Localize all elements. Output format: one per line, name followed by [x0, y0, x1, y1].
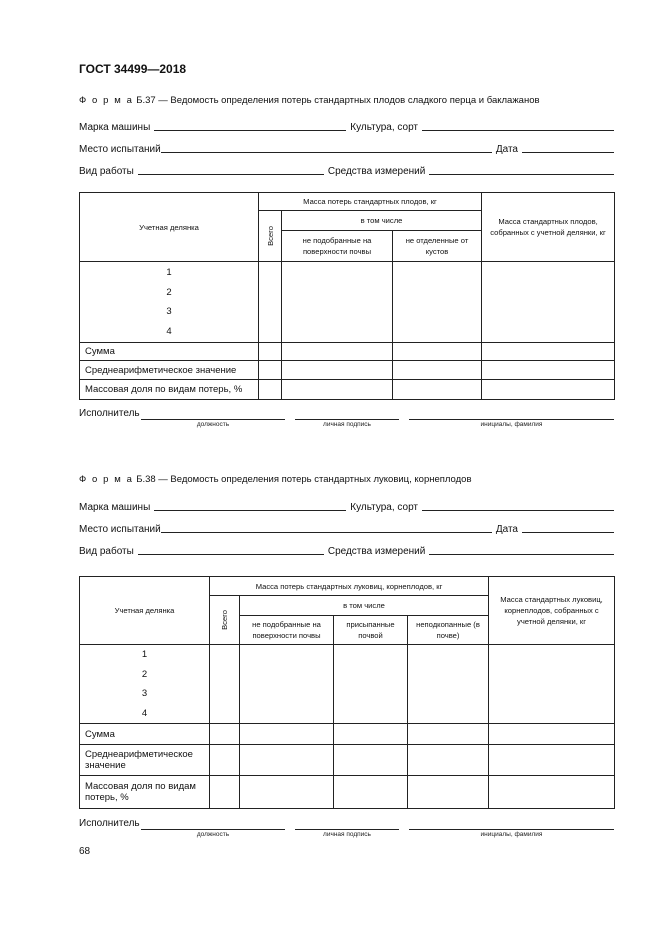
- table-cell[interactable]: [210, 724, 240, 745]
- mass-header: Масса стандартных плодов, собранных с учетной делянки, кг: [482, 193, 615, 262]
- form-38-signature: [79, 818, 614, 840]
- work-field[interactable]: [138, 165, 324, 175]
- date-label: Дата: [495, 144, 518, 155]
- position-caption: должность: [196, 421, 230, 428]
- table-cell[interactable]: [334, 645, 408, 724]
- table-cell[interactable]: [489, 724, 615, 745]
- machine-field[interactable]: [154, 121, 346, 131]
- table-cell[interactable]: [393, 262, 482, 343]
- table-cell[interactable]: [408, 724, 489, 745]
- form-38-row-place: [79, 521, 614, 535]
- form-37-table: [79, 192, 615, 400]
- table-cell[interactable]: [282, 380, 393, 400]
- position-line[interactable]: [141, 829, 285, 830]
- machine-field[interactable]: [154, 501, 346, 511]
- total-header: [210, 596, 240, 645]
- page-number: 68: [79, 846, 91, 857]
- table-cell[interactable]: [282, 262, 393, 343]
- plot-header: Учетная делянка: [80, 193, 259, 262]
- plot-number: 1: [141, 649, 148, 660]
- form-37-row-place: [79, 141, 614, 155]
- form-38-title-text: Б.38 — Ведомость определения потерь стандартных луковиц, корнеплодов: [136, 474, 472, 485]
- col-not-separated-header: не отделенные от кустов: [393, 231, 482, 262]
- date-field[interactable]: [522, 523, 614, 533]
- table-cell[interactable]: [240, 745, 334, 776]
- signature-line[interactable]: [295, 829, 399, 830]
- plot-numbers: [80, 262, 259, 343]
- form-37-signature: [79, 408, 614, 430]
- table-cell[interactable]: [393, 361, 482, 380]
- col-covered-header: присыпанные почвой: [334, 616, 408, 645]
- table-cell[interactable]: [282, 343, 393, 361]
- table-cell[interactable]: [393, 343, 482, 361]
- form-38-title: [79, 474, 472, 485]
- position-caption: должность: [196, 831, 230, 838]
- table-cell[interactable]: [259, 343, 282, 361]
- table-cell[interactable]: [408, 745, 489, 776]
- table-cell[interactable]: [482, 262, 615, 343]
- plot-number: 3: [141, 688, 148, 699]
- plot-number: 4: [166, 325, 172, 337]
- total-header-text: Всего: [265, 226, 275, 246]
- table-cell[interactable]: [210, 745, 240, 776]
- row-share-label: Массовая доля по видам потерь, %: [80, 776, 210, 809]
- form-37-row-machine: [79, 119, 614, 133]
- loss-header: Масса потерь стандартных луковиц, корнеплодов, кг: [210, 577, 489, 596]
- col-not-dug-header: неподкопанные (в почве): [408, 616, 489, 645]
- date-field[interactable]: [522, 143, 614, 153]
- position-line[interactable]: [141, 419, 285, 420]
- crop-field[interactable]: [422, 501, 614, 511]
- place-field[interactable]: [161, 523, 492, 533]
- table-cell[interactable]: [482, 361, 615, 380]
- form-37-title-text: Б.37 — Ведомость определения потерь стандартных плодов сладкого перца и баклажанов: [136, 95, 540, 106]
- executor-label: Исполнитель: [79, 818, 140, 829]
- table-cell[interactable]: [259, 380, 282, 400]
- row-sum-label: Сумма: [80, 724, 210, 745]
- form-38-row-machine: [79, 499, 614, 513]
- row-mean-label: Среднеарифметическое значение: [80, 361, 259, 380]
- place-label: Место испытаний: [79, 524, 161, 535]
- table-cell[interactable]: [240, 645, 334, 724]
- table-cell[interactable]: [240, 776, 334, 809]
- table-cell[interactable]: [210, 645, 240, 724]
- plot-number: 4: [141, 707, 148, 719]
- plot-number: 3: [166, 306, 172, 317]
- plot-header: Учетная делянка: [80, 577, 210, 645]
- including-header: в том числе: [282, 211, 482, 231]
- name-caption: инициалы, фамилия: [480, 421, 543, 428]
- plot-number: 1: [166, 267, 172, 278]
- plot-numbers: [80, 645, 210, 724]
- place-field[interactable]: [161, 143, 492, 153]
- work-label: Вид работы: [79, 166, 134, 177]
- col-not-picked-header: не подобранные на поверхности почвы: [282, 231, 393, 262]
- crop-label: Культура, сорт: [350, 502, 418, 513]
- mass-header: Масса стандартных луковиц, корнеплодов, собранных с учетной делянки, кг: [489, 577, 615, 645]
- table-cell[interactable]: [259, 262, 282, 343]
- signature-caption: личная подпись: [323, 421, 371, 428]
- table-cell[interactable]: [489, 645, 615, 724]
- instruments-label: Средства измерений: [327, 166, 426, 177]
- form-37-row-work: [79, 163, 614, 177]
- signature-line[interactable]: [295, 419, 399, 420]
- work-field[interactable]: [138, 545, 324, 555]
- table-cell[interactable]: [334, 745, 408, 776]
- machine-label: Марка машины: [79, 122, 151, 133]
- executor-label: Исполнитель: [79, 408, 140, 419]
- table-cell[interactable]: [482, 380, 615, 400]
- name-line[interactable]: [409, 419, 614, 420]
- table-cell[interactable]: [489, 745, 615, 776]
- signature-caption: личная подпись: [323, 831, 371, 838]
- table-cell[interactable]: [408, 776, 489, 809]
- table-cell[interactable]: [282, 361, 393, 380]
- total-header-text: Всего: [220, 610, 229, 630]
- loss-header: Масса потерь стандартных плодов, кг: [259, 193, 482, 211]
- table-cell[interactable]: [489, 776, 615, 809]
- machine-label: Марка машины: [79, 502, 151, 513]
- document-header: ГОСТ 34499—2018: [79, 62, 187, 76]
- form-38-row-work: [79, 543, 614, 557]
- table-cell[interactable]: [334, 724, 408, 745]
- form-37-prefix: Ф о р м а: [79, 95, 134, 106]
- form-38-table: [79, 576, 615, 809]
- row-share-label: Массовая доля по видам потерь, %: [80, 380, 259, 400]
- col-not-picked-header: не подобранные на поверхности почвы: [240, 616, 334, 645]
- place-label: Место испытаний: [79, 144, 161, 155]
- instruments-label: Средства измерений: [327, 546, 426, 557]
- table-cell[interactable]: [393, 380, 482, 400]
- row-sum-label: Сумма: [80, 343, 259, 361]
- instruments-field[interactable]: [429, 165, 614, 175]
- table-cell[interactable]: [482, 343, 615, 361]
- row-mean-label: Среднеарифметическое значение: [80, 745, 210, 776]
- table-cell[interactable]: [210, 776, 240, 809]
- instruments-field[interactable]: [429, 545, 614, 555]
- including-header: в том числе: [240, 596, 489, 616]
- total-header: [259, 211, 282, 262]
- table-cell[interactable]: [334, 776, 408, 809]
- table-cell[interactable]: [259, 361, 282, 380]
- name-line[interactable]: [409, 829, 614, 830]
- plot-number: 2: [166, 286, 172, 298]
- table-cell[interactable]: [408, 645, 489, 724]
- form-38-prefix: Ф о р м а: [79, 474, 134, 485]
- plot-number: 2: [141, 668, 148, 680]
- crop-field[interactable]: [422, 121, 614, 131]
- date-label: Дата: [495, 524, 518, 535]
- name-caption: инициалы, фамилия: [480, 831, 543, 838]
- work-label: Вид работы: [79, 546, 134, 557]
- form-37-title: [79, 95, 540, 106]
- crop-label: Культура, сорт: [350, 122, 418, 133]
- table-cell[interactable]: [240, 724, 334, 745]
